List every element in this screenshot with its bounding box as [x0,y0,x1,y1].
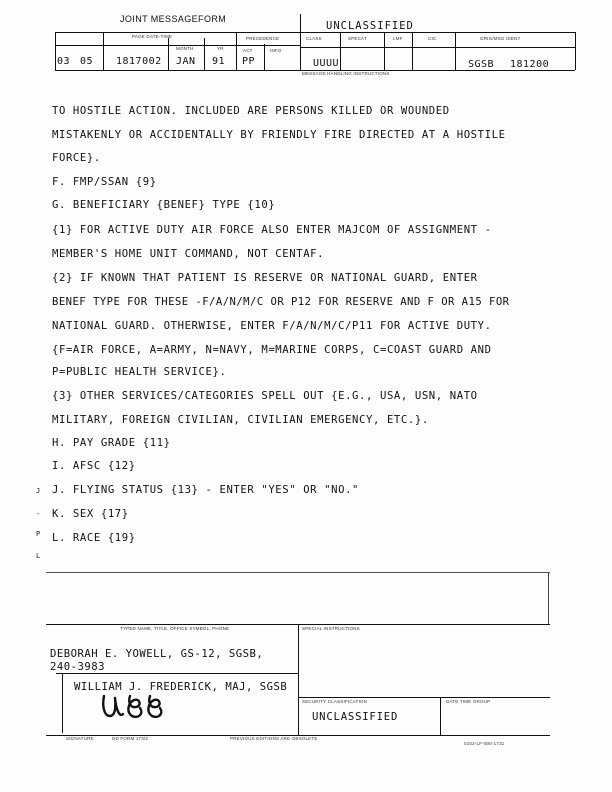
footer-rule-security [298,697,550,698]
header-divider [412,32,413,70]
body-line: G. BENEFICIARY {BENEF} TYPE {10} [52,199,276,211]
body-line: NATIONAL GUARD. OTHERWISE, ENTER F/A/N/M/C/P11 FOR ACTIVE DUTY. [52,320,492,332]
office-symbol: SGSB [468,59,495,70]
body-line: {3} OTHER SERVICES/CATEGORIES SPELL OUT {E.G., USA, USN, NATO [52,390,478,402]
previous-editions-note: PREVIOUS EDITIONS ARE OBSOLETE [230,736,318,741]
month-label: MONTH [176,46,194,51]
header-rule-mid-right [300,47,575,48]
handwritten-signature [100,690,180,724]
year-value: 91 [212,56,226,67]
header-divider [340,32,341,70]
stock-number: 0102-LF-000-1731 [464,741,505,746]
body-line: K. SEX {17} [52,508,129,520]
month-value: JAN [176,56,196,67]
header-border-left [55,32,56,70]
header-divider [204,38,205,70]
header-divider [264,44,265,70]
body-bottom-rule [46,572,550,573]
class-value: UUUU [313,58,340,69]
act-label: ACT [243,48,253,53]
year-label: YR [217,46,224,51]
handling-instructions-label: MESSAGE HANDLING INSTRUCTIONS [302,71,390,76]
footer-rule-releaser [56,673,298,674]
margin-mark: - [36,510,41,518]
date-time-group-label: DATE TIME GROUP [446,699,491,704]
precedence-value: PP [242,56,256,67]
footer-divider [298,624,299,736]
header-divider [384,32,385,70]
header-divider [103,32,104,70]
body-right-border [548,572,549,624]
form-number: DD FORM 173/2 [112,736,149,741]
body-line: H. PAY GRADE {11} [52,437,171,449]
info-label: INFO [270,48,282,53]
body-line: MISTAKENLY OR ACCIDENTALLY BY FRIENDLY FIRE DIRECTED AT A HOSTILE [52,129,506,141]
date-time-group: 1817002 [116,56,162,67]
header-rule-top [55,32,575,33]
margin-mark: P [36,530,41,538]
body-line: {1} FOR ACTIVE DUTY AIR FORCE ALSO ENTER MAJCOM OF ASSIGNMENT - [52,224,492,236]
releaser-name: WILLIAM J. FREDERICK, MAJ, SGSB [74,681,288,693]
body-line: TO HOSTILE ACTION. INCLUDED ARE PERSONS KILLED OR WOUNDED [52,105,450,117]
header-divider [300,14,301,70]
drafter-name: DEBORAH E. YOWELL, GS-12, SGSB, [50,648,264,660]
body-line: MILITARY, FOREIGN CIVILIAN, CIVILIAN EMERGENCY, ETC.}. [52,414,429,426]
date-time-label: PAGE DATE-TIME [132,34,173,39]
header-border-right [575,32,576,70]
signature-label: SIGNATURE [66,736,94,741]
class-label: CLASS [306,36,322,41]
security-classification-label: SECURITY CLASSIFICATION [302,699,368,704]
page-number: 03 [57,56,71,67]
body-line: F. FMP/SSAN {9} [52,176,157,188]
special-instructions-label: SPECIAL INSTRUCTIONS [302,626,360,631]
body-line: BENEF TYPE FOR THESE -F/A/N/M/C OR P12 FOR RESERVE AND F OR A15 FOR [52,296,510,308]
header-divider [455,32,456,70]
margin-mark: L [36,552,41,560]
header-classification: UNCLASSIFIED [326,20,414,32]
body-line: MEMBER'S HOME UNIT COMMAND, NOT CENTAF. [52,248,325,260]
message-id: 181200 [510,59,550,70]
drafter-label: TYPED NAME, TITLE, OFFICE SYMBOL, PHONE [120,626,230,631]
cic-label: CIC [428,36,437,41]
footer-releaser-border [62,673,63,733]
precedence-label: PRECEDENCE [246,36,280,41]
footer-classification: UNCLASSIFIED [312,711,399,723]
body-line: P=PUBLIC HEALTH SERVICE}. [52,366,227,378]
body-line: {2} IF KNOWN THAT PATIENT IS RESERVE OR NATIONAL GUARD, ENTER [52,272,478,284]
drafter-phone: 240-3983 [50,661,106,673]
footer-divider [440,697,441,735]
body-line: L. RACE {19} [52,532,136,544]
header-divider [236,32,237,70]
orig-msg-ident-label: ORIG/MSG IDENT [480,36,521,41]
body-line: I. AFSC {12} [52,460,136,472]
header-divider [168,38,169,70]
page-of: 05 [80,56,94,67]
body-line: FORCE}. [52,152,101,164]
form-title: JOINT MESSAGEFORM [120,14,227,24]
body-line: J. FLYING STATUS {13} - ENTER "YES" OR "NO." [52,484,360,496]
body-line: {F=AIR FORCE, A=ARMY, N=NAVY, M=MARINE CORPS, C=COAST GUARD AND [52,344,492,356]
margin-mark: J [36,487,41,495]
lmf-label: LMF [393,36,403,41]
specat-label: SPECAT [348,36,367,41]
